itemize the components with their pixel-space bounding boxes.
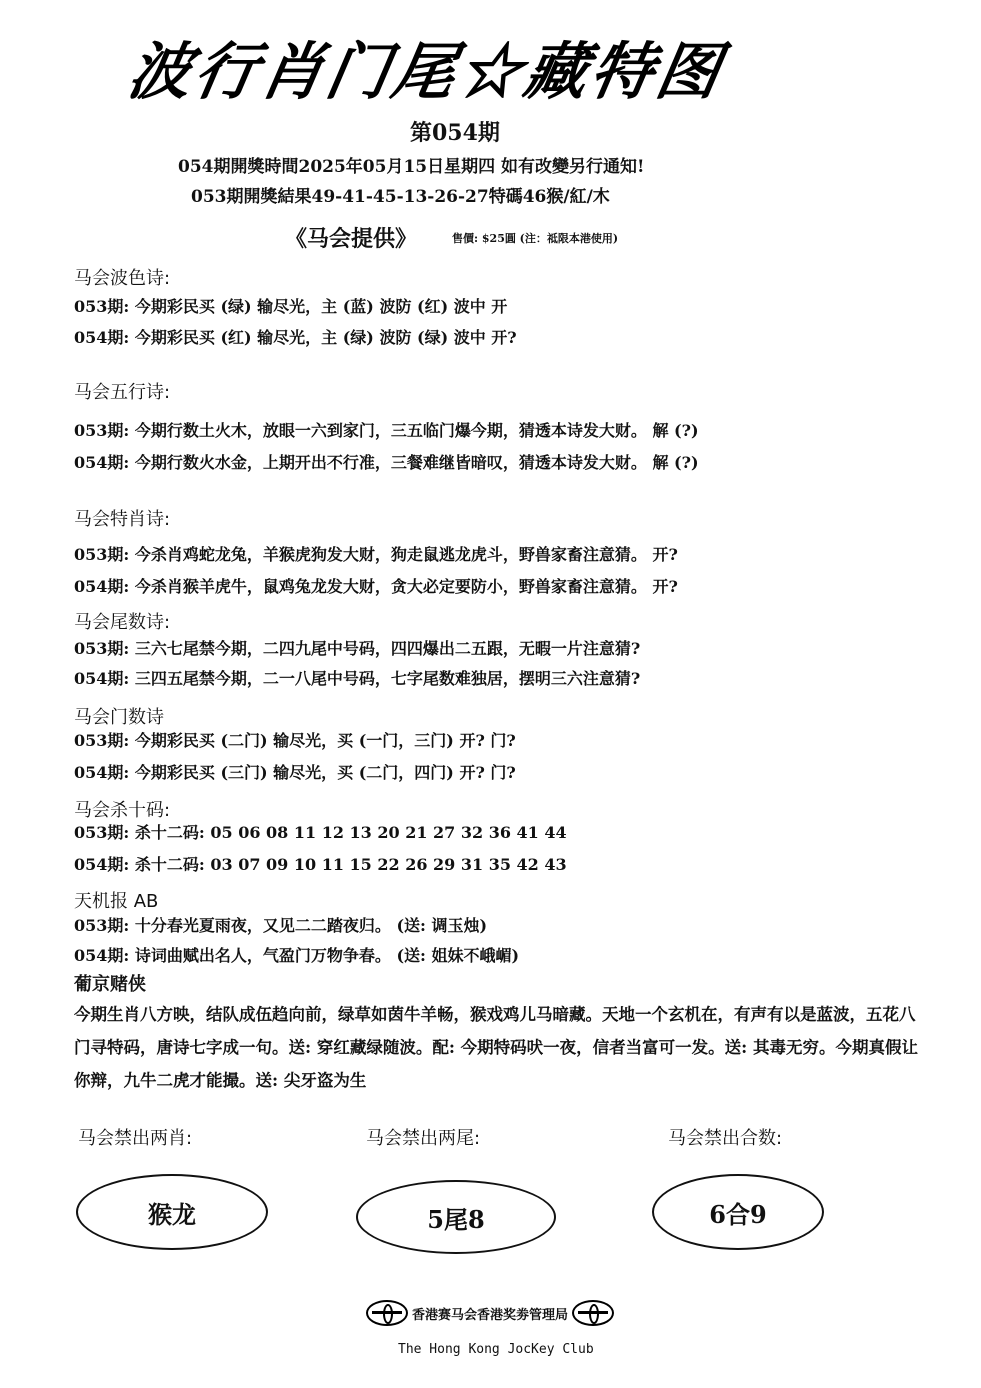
ban-tail-value: 5尾8: [427, 1204, 485, 1234]
ban-zodiac-oval: [76, 1174, 268, 1250]
jockey-club-logo-icon: [572, 1300, 614, 1326]
ban-sum-label: 马会禁出合数:: [668, 1128, 783, 1149]
section-line: 054期: 诗词曲赋出名人，气盈门万物争春。 (送: 姐妹不峨嵋): [74, 946, 520, 965]
ban-zodiac-label: 马会禁出两肖:: [78, 1128, 193, 1149]
section-line: 054期: 今期行数火水金，上期开出不行准，三餐难继皆暗叹，猜透本诗发大财。 解 (?): [74, 453, 699, 472]
section-line: 053期: 今期彩民买 (二门) 输尽光，买 (一门，三门) 开? 门?: [74, 731, 516, 750]
last-result: 053期開獎結果49-41-45-13-26-27特碼46猴/紅/木: [191, 187, 610, 207]
price-note: 售價: $25圓 (注：祗限本港使用): [452, 232, 619, 245]
page-title: 波行肖门尾☆藏特图: [122, 35, 730, 108]
footer-org-name: 香港赛马会香港奖劵管理局: [412, 1307, 569, 1323]
section-line: 053期: 今期行数土火木，放眼一六到家门，三五临门爆今期，猜透本诗发大财。 解 (?): [74, 421, 699, 440]
section-line: 054期: 杀十二码: 03 07 09 10 11 15 22 26 29 31 35 42 43: [74, 855, 567, 874]
section-heading-kill-numbers: 马会杀十码:: [74, 800, 171, 821]
section-line: 054期: 今杀肖猴羊虎牛，鼠鸡兔龙发大财，贪大必定要防小，野兽家畜注意猜。 开?: [74, 577, 678, 596]
section-line: 054期: 今期彩民买 (红) 输尽光，主 (绿) 波防 (绿) 波中 开?: [74, 328, 517, 347]
draw-time: 054期開獎時間2025年05月15日星期四 如有改變另行通知!: [178, 157, 645, 177]
ban-zodiac-value: 猴龙: [148, 1199, 196, 1229]
ban-sum-value: 6合9: [709, 1199, 767, 1229]
section-heading-tail-number: 马会尾数诗:: [74, 612, 171, 633]
ban-tail-label: 马会禁出两尾:: [366, 1128, 481, 1149]
section-line: 053期: 三六七尾禁今期，二四九尾中号码，四四爆出二五跟，无暇一片注意猜?: [74, 639, 641, 658]
gambler-paragraph: 今期生肖八方映，结队成伍趋向前，绿草如茵牛羊畅，猴戏鸡儿马暗藏。天地一个玄机在，有声有以是蓝波，五花八门寻特码，唐诗七字成一句。送: 穿红藏绿随波。配: 今期特码吠一夜，信者当富可一发。送: 其毒无穷。今期真假让你辩，九牛二虎才能撮。送: 尖牙盗为生: [74, 1005, 919, 1090]
section-line: 054期: 三四五尾禁今期，二一八尾中号码，七字尾数难独居，摆明三六注意猜?: [74, 669, 641, 688]
gambler-heading: 葡京赌侠: [74, 974, 146, 995]
jockey-club-logo-icon: [366, 1300, 408, 1326]
footer-org: [366, 1300, 614, 1326]
section-line: 053期: 杀十二码: 05 06 08 11 12 13 20 21 27 32 36 41 44: [74, 823, 567, 842]
section-line: 053期: 今杀肖鸡蛇龙兔，羊猴虎狗发大财，狗走鼠逃龙虎斗，野兽家畜注意猜。 开?: [74, 545, 678, 564]
section-heading-tianji: 天机报 AB: [74, 891, 159, 912]
section-heading-five-elements: 马会五行诗:: [74, 382, 171, 403]
section-line: 053期: 十分春光夏雨夜，又见二二踏夜归。 (送: 调玉烛): [74, 916, 488, 935]
ban-tail-oval: [356, 1180, 556, 1254]
provider-label: 《马会提供》: [285, 226, 418, 252]
footer-english-name: The Hong Kong JocKey Club: [398, 1342, 594, 1357]
section-heading-special-zodiac: 马会特肖诗:: [74, 509, 171, 530]
section-heading-door-number: 马会门数诗: [74, 707, 164, 728]
section-line: 054期: 今期彩民买 (三门) 输尽光，买 (二门，四门) 开? 门?: [74, 763, 516, 782]
issue-number: 第054期: [410, 120, 500, 146]
ban-sum-oval: [652, 1174, 824, 1250]
section-line: 053期: 今期彩民买 (绿) 输尽光，主 (蓝) 波防 (红) 波中 开: [74, 297, 508, 316]
section-heading-wave-color: 马会波色诗:: [74, 268, 171, 289]
